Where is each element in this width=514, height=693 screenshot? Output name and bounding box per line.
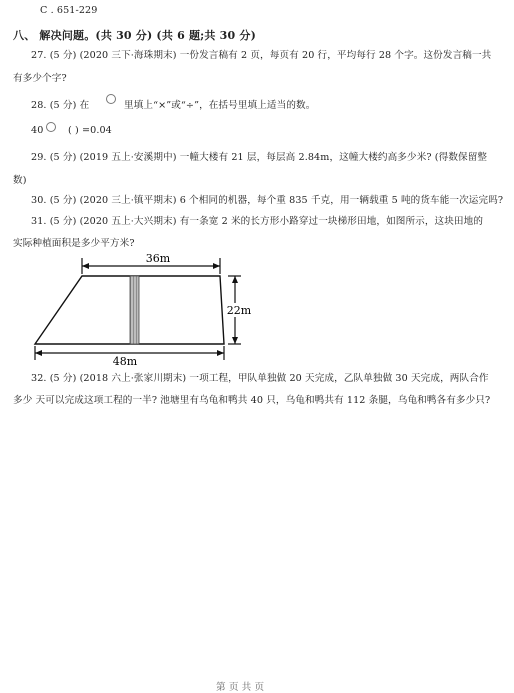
operator-circle-icon[interactable] — [46, 122, 56, 132]
section-title: 八、 解决问题。(共 30 分) (共 6 题;共 30 分) — [13, 29, 256, 42]
bottom-base-label: 48m — [112, 355, 138, 367]
question-32-line1: 32. (5 分) (2018 六上·张家川期末) 一项工程，甲队单独做 20 天完成，乙队单独做 30 天完成，两队合作 — [31, 373, 489, 384]
question-29-line2: 数) — [13, 175, 27, 186]
expression-left: 40 — [31, 125, 44, 136]
question-28-part2: 里填上“×”或“÷”，在括号里填上适当的数。 — [124, 100, 316, 111]
top-answer-option: C . 651-229 — [40, 5, 98, 16]
top-base-label: 36m — [145, 252, 171, 265]
question-27-line2: 有多少个字? — [13, 73, 67, 84]
blank-circle-icon[interactable] — [106, 94, 116, 104]
question-31-line2: 实际种植面积是多少平方米? — [13, 238, 135, 249]
question-32-line2: 多少 天可以完成这项工程的一半? 池塘里有乌龟和鸭共 40 只，乌龟和鸭共有 112 条腿，乌龟和鸭各有多少只? — [13, 395, 491, 406]
question-31-line1: 31. (5 分) (2020 五上·大兴期末) 有一条宽 2 米的长方形小路穿过一块梯形田地，如图所示，这块田地的 — [31, 216, 484, 227]
question-27-line1: 27. (5 分) (2020 三下·海珠期末) 一份发言稿有 2 页，每页有 20 行，平均每行 28 个字。这份发言稿一共 — [31, 50, 492, 61]
question-30-line1: 30. (5 分) (2020 三上·镇平期末) 6 个相同的机器，每个重 835 千克，用一辆载重 5 吨的货车能一次运完吗? — [31, 195, 504, 206]
page-footer: 第 页 共 页 — [216, 682, 265, 693]
expression-right: ( ) =0.04 — [68, 125, 112, 136]
question-29-line1: 29. (5 分) (2019 五上·安溪期中) 一幢大楼有 21 层，每层高 2.84m，这幢大楼约高多少米? (得数保留整 — [31, 152, 488, 163]
height-label: 22m — [226, 304, 252, 317]
trapezoid-shape — [35, 276, 224, 344]
question-28-part1: 28. (5 分) 在 — [31, 100, 90, 111]
trapezoid-field-diagram — [28, 252, 258, 367]
path-strip — [130, 276, 139, 344]
